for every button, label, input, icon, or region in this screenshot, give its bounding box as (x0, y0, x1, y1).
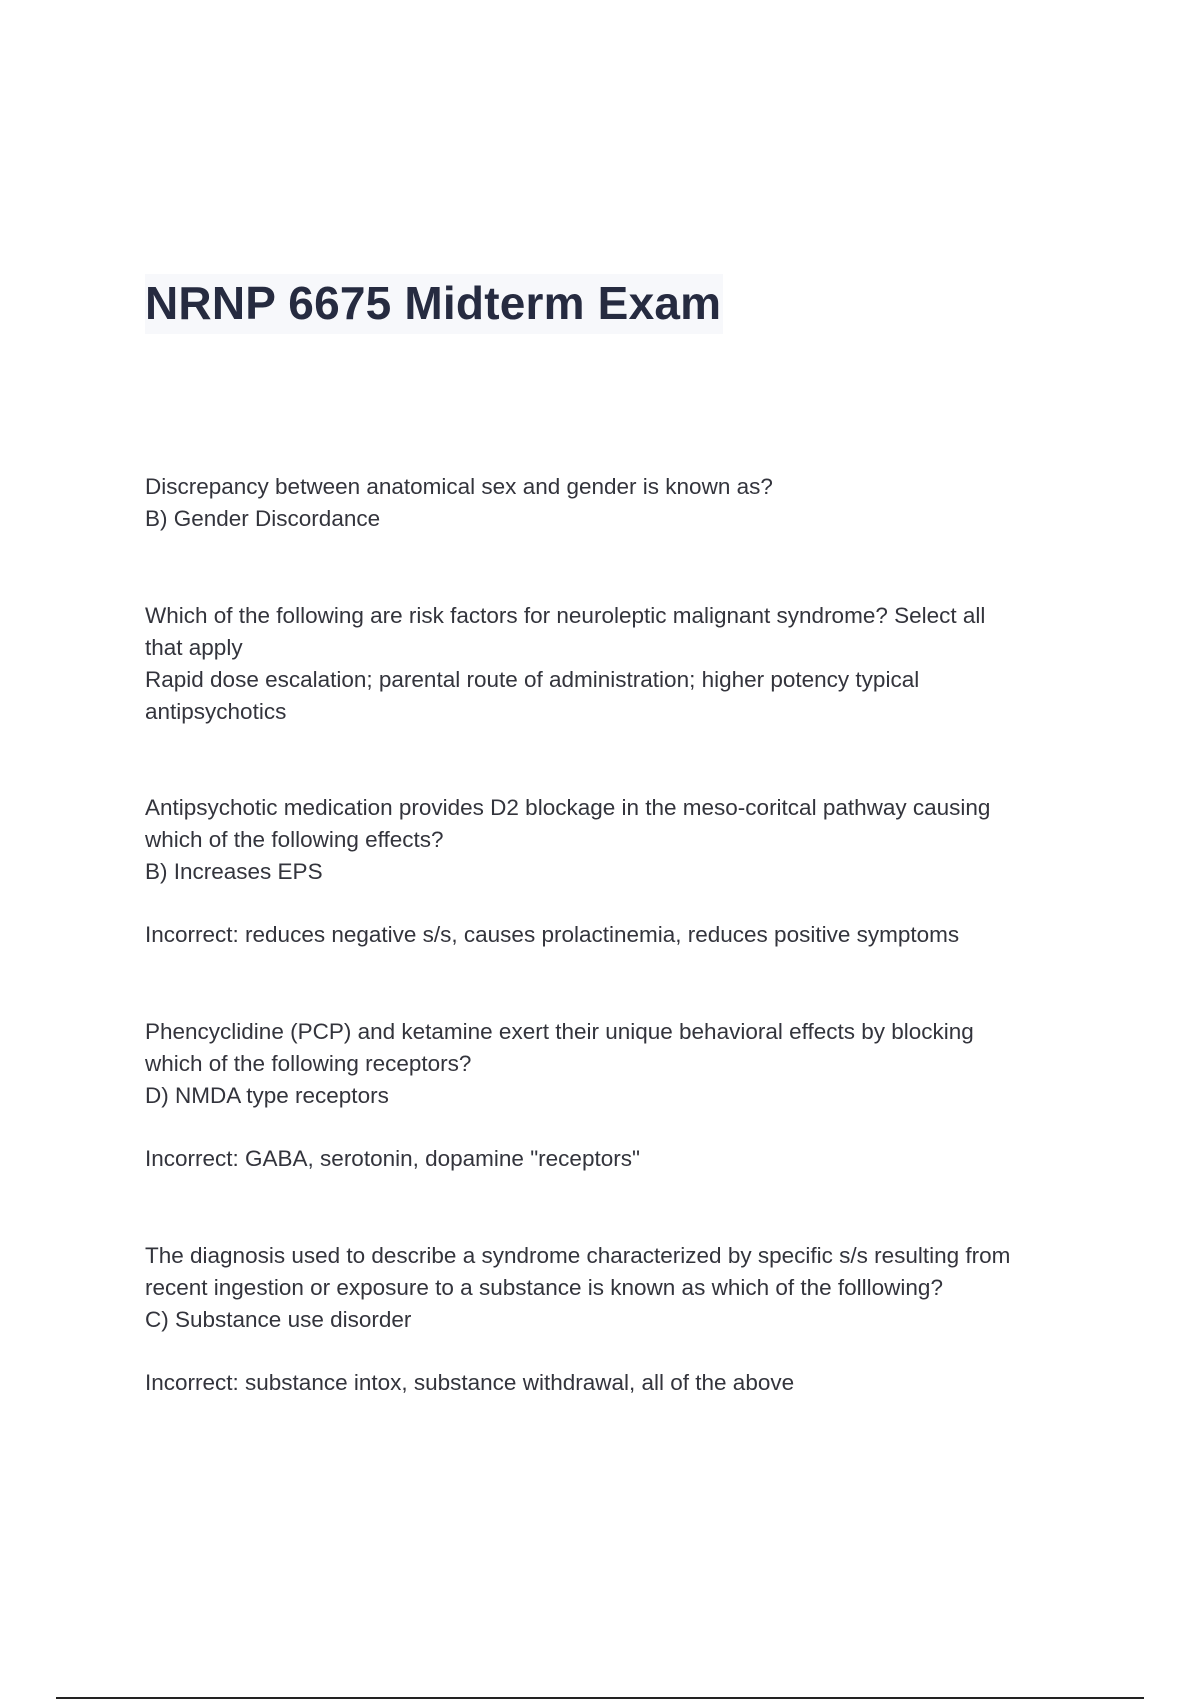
incorrect-options-text: Incorrect: reduces negative s/s, causes prolactinemia, reduces positive symptoms (145, 922, 960, 947)
question-text: which of the following effects? (145, 827, 444, 852)
incorrect-options-text: Incorrect: GABA, serotonin, dopamine "receptors" (145, 1146, 640, 1171)
answer-text: Rapid dose escalation; parental route of administration; higher potency typical (145, 667, 920, 692)
question-text: that apply (145, 635, 243, 660)
qa-item-2 (145, 600, 1085, 728)
qa-item-4 (145, 1016, 1085, 1175)
qa-item-3 (145, 792, 1085, 951)
question-text: recent ingestion or exposure to a substance is known as which of the folllowing? (145, 1275, 943, 1300)
question-text: Which of the following are risk factors for neuroleptic malignant syndrome? Select all (145, 603, 986, 628)
question-text: which of the following receptors? (145, 1051, 472, 1076)
page-bottom-rule (56, 1697, 1144, 1699)
answer-text: antipsychotics (145, 699, 287, 724)
question-text: The diagnosis used to describe a syndrome characterized by specific s/s resulting from (145, 1243, 1011, 1268)
answer-text: B) Gender Discordance (145, 506, 381, 531)
qa-item-1 (145, 471, 1085, 535)
question-text: Discrepancy between anatomical sex and gender is known as? (145, 474, 773, 499)
qa-item-5 (145, 1240, 1085, 1399)
incorrect-options-text: Incorrect: substance intox, substance withdrawal, all of the above (145, 1370, 795, 1395)
document-title: NRNP 6675 Midterm Exam (145, 274, 723, 334)
answer-text: B) Increases EPS (145, 859, 323, 884)
question-text: Phencyclidine (PCP) and ketamine exert their unique behavioral effects by blocking (145, 1019, 974, 1044)
answer-text: C) Substance use disorder (145, 1307, 412, 1332)
answer-text: D) NMDA type receptors (145, 1083, 389, 1108)
question-text: Antipsychotic medication provides D2 blockage in the meso-coritcal pathway causing (145, 795, 991, 820)
